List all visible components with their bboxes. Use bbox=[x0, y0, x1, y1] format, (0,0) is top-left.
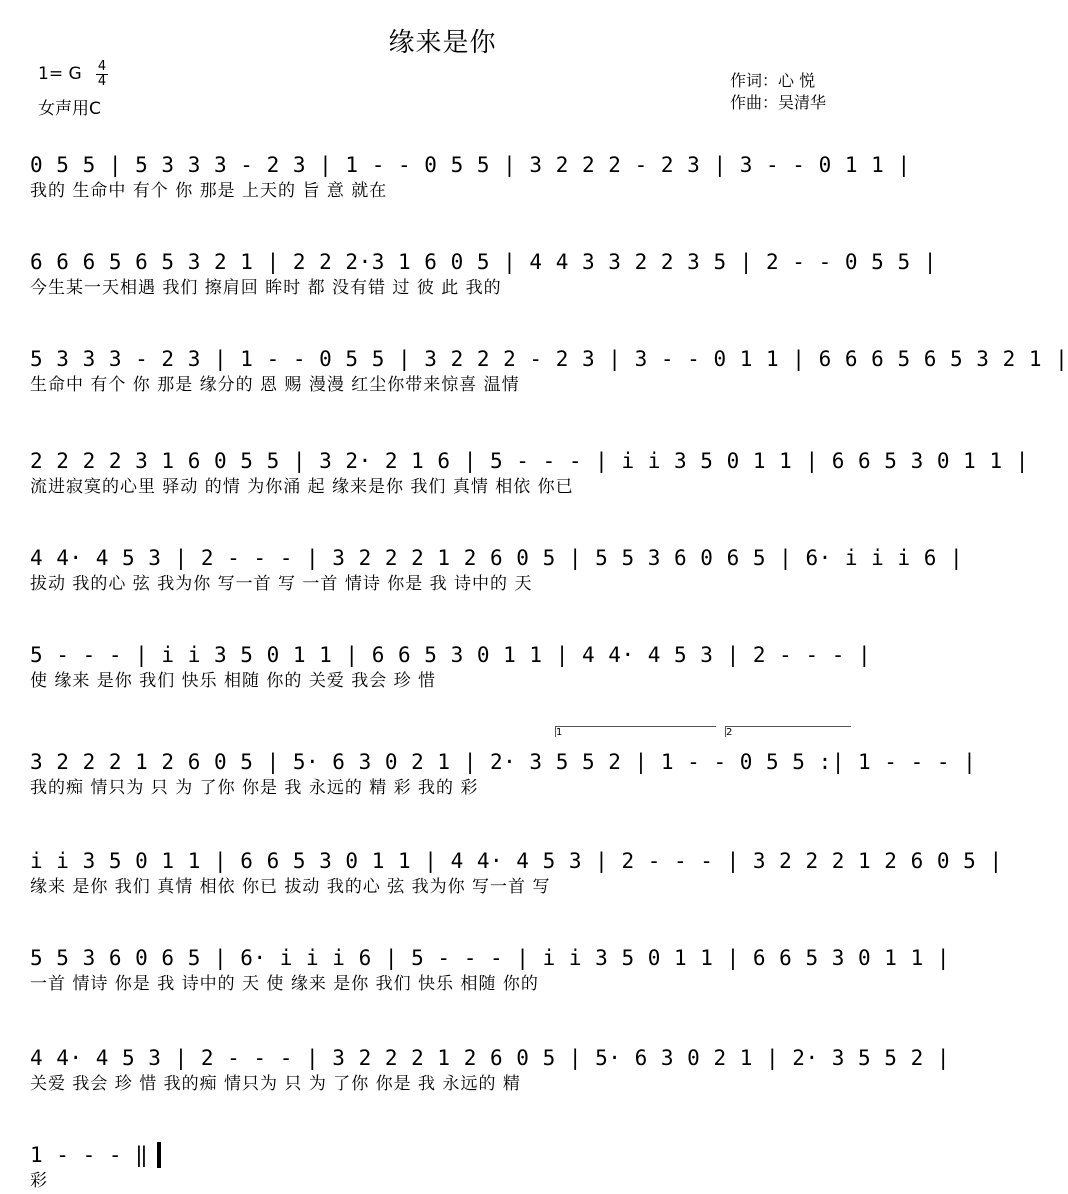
notation-line: 1 - - - ‖ bbox=[30, 1143, 149, 1167]
volta-first: 1 bbox=[555, 726, 716, 737]
lyric-line: 流进寂寞的心里 驿动 的情 为你涌 起 缘来是你 我们 真情 相依 你已 bbox=[30, 477, 574, 497]
lyric-line: 彩 bbox=[30, 1171, 48, 1191]
final-barline bbox=[157, 1142, 161, 1168]
song-title: 缘来是你 bbox=[388, 28, 497, 58]
notation-line: 5 5 3 6 0 6 5 | 6· i i i 6 | 5 - - - | i i 3 5 0 1 1 | 6 6 5 3 0 1 1 | bbox=[30, 946, 951, 970]
lyric-line: 拔动 我的心 弦 我为你 写一首 写 一首 情诗 你是 我 诗中的 天 bbox=[30, 574, 533, 594]
notation-line: 5 - - - | i i 3 5 0 1 1 | 6 6 5 3 0 1 1 | 4 4· 4 5 3 | 2 - - - | bbox=[30, 643, 872, 667]
lyric-line: 使 缘来 是你 我们 快乐 相随 你的 关爱 我会 珍 惜 bbox=[30, 671, 437, 691]
notation-line: i i 3 5 0 1 1 | 6 6 5 3 0 1 1 | 4 4· 4 5 3 | 2 - - - | 3 2 2 2 1 2 6 0 5 | bbox=[30, 849, 1003, 873]
lyric-line: 关爱 我会 珍 惜 我的痴 情只为 只 为 了你 你是 我 永远的 精 bbox=[30, 1074, 521, 1094]
time-signature: 4 4 bbox=[97, 59, 107, 89]
lyric-line: 我的 生命中 有个 你 那是 上天的 旨 意 就在 bbox=[30, 181, 388, 201]
lyric-line: 生命中 有个 你 那是 缘分的 恩 赐 漫漫 红尘你带来惊喜 温情 bbox=[30, 375, 520, 395]
notation-line: 2 2 2 2 3 1 6 0 5 5 | 3 2· 2 1 6 | 5 - - - | i i 3 5 0 1 1 | 6 6 5 3 0 1 1 | bbox=[30, 449, 1029, 473]
composer: 作曲：吴清华 bbox=[730, 93, 827, 112]
lyric-line: 我的痴 情只为 只 为 了你 你是 我 永远的 精 彩 我的 彩 bbox=[30, 778, 479, 798]
lyricist: 作词：心 悦 bbox=[730, 71, 816, 90]
lyric-line: 一首 情诗 你是 我 诗中的 天 使 缘来 是你 我们 快乐 相随 你的 bbox=[30, 974, 539, 994]
notation-line: 3 2 2 2 1 2 6 0 5 | 5· 6 3 0 2 1 | 2· 3 5 5 2 | 1 - - 0 5 5 :| 1 - - - | bbox=[30, 750, 977, 774]
voice-note: 女声用C bbox=[38, 99, 101, 119]
lyric-line: 今生某一天相遇 我们 擦肩回 眸时 都 没有错 过 彼 此 我的 bbox=[30, 278, 502, 298]
credits bbox=[730, 70, 826, 114]
key-signature: 1= G bbox=[38, 64, 82, 84]
notation-line: 4 4· 4 5 3 | 2 - - - | 3 2 2 2 1 2 6 0 5 | 5· 6 3 0 2 1 | 2· 3 5 5 2 | bbox=[30, 1046, 951, 1070]
volta-second: 2 bbox=[725, 726, 851, 737]
notation-line: 4 4· 4 5 3 | 2 - - - | 3 2 2 2 1 2 6 0 5 | 5 5 3 6 0 6 5 | 6· i i i 6 | bbox=[30, 546, 964, 570]
lyric-line: 缘来 是你 我们 真情 相依 你已 拔动 我的心 弦 我为你 写一首 写 bbox=[30, 877, 551, 897]
notation-line: 5 3 3 3 - 2 3 | 1 - - 0 5 5 | 3 2 2 2 - 2 3 | 3 - - 0 1 1 | 6 6 6 5 6 5 3 2 1 | bbox=[30, 347, 1068, 371]
notation-line: 0 5 5 | 5 3 3 3 - 2 3 | 1 - - 0 5 5 | 3 2 2 2 - 2 3 | 3 - - 0 1 1 | bbox=[30, 153, 911, 177]
notation-line: 6 6 6 5 6 5 3 2 1 | 2 2 2·3 1 6 0 5 | 4 4 3 3 2 2 3 5 | 2 - - 0 5 5 | bbox=[30, 250, 937, 274]
